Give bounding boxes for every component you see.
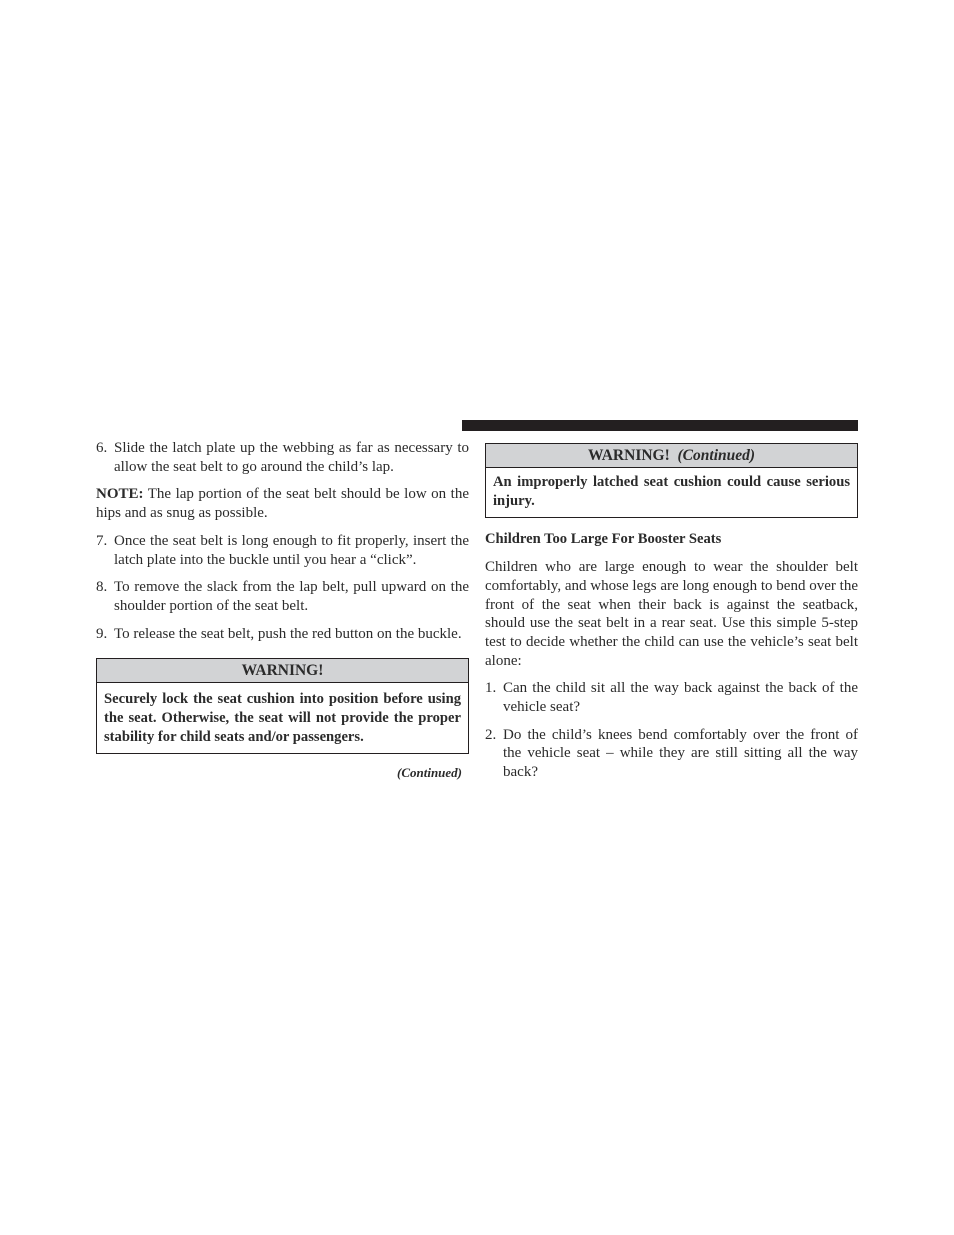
step-number: 6. — [96, 440, 108, 456]
note-text: The lap portion of the seat belt should be low on the hips and as snug as possible. — [96, 486, 469, 522]
step-number: 7. — [96, 532, 108, 549]
step-number: 8. — [96, 579, 108, 596]
test-question-2 — [485, 726, 858, 782]
step-8 — [96, 578, 469, 615]
step-7 — [96, 532, 469, 569]
step-6 — [96, 439, 469, 476]
continued-label: (Continued) — [396, 765, 462, 781]
question-number: 1. — [485, 680, 497, 697]
warning-box-continued — [485, 443, 858, 518]
warning-box — [96, 658, 469, 754]
step-number: 9. — [96, 625, 108, 642]
step-text: Slide the latch plate up the webbing as far as necessary to allow the seat belt to go around the child’s lap. — [114, 440, 469, 475]
question-text: Do the child’s knees bend comfortably over the front of the vehicle seat – while they are still sitting all the way back? — [503, 726, 858, 781]
warning-title: WARNING! — [97, 659, 468, 683]
warning-title-suffix: (Continued) — [677, 447, 756, 464]
warning-title — [486, 444, 857, 468]
left-column — [96, 439, 469, 783]
warning-title-text: WARNING! — [587, 447, 670, 464]
intro-paragraph: Children who are large enough to wear the shoulder belt comfortably, and whose legs are long enough to bend over the front of the seat when their back is against the seatback, should use the seat belt in a rear seat. Use this simple 5-step test to decide whether the child can use the vehicle’s seat belt alone: — [485, 559, 858, 669]
section-heading: Children Too Large For Booster Seats — [485, 531, 722, 548]
test-question-1 — [485, 679, 858, 716]
step-text: To release the seat belt, push the red button on the buckle. — [114, 625, 462, 642]
step-9 — [96, 625, 469, 644]
right-column — [485, 443, 858, 782]
section-header-bar — [462, 420, 858, 431]
note — [96, 485, 469, 522]
warning-text: An improperly latched seat cushion could cause serious injury. — [493, 474, 850, 509]
note-label: NOTE: — [96, 486, 144, 503]
question-text: Can the child sit all the way back against the back of the vehicle seat? — [503, 680, 858, 716]
warning-text: Securely lock the seat cushion into position before using the seat. Otherwise, the seat will not provide the proper stability for child seats and/or passengers. — [104, 691, 461, 745]
step-text: To remove the slack from the lap belt, pull upward on the shoulder portion of the seat belt. — [114, 579, 469, 614]
question-number: 2. — [485, 726, 497, 743]
step-text: Once the seat belt is long enough to fit properly, insert the latch plate into the buckle until you hear a “click”. — [114, 532, 469, 568]
